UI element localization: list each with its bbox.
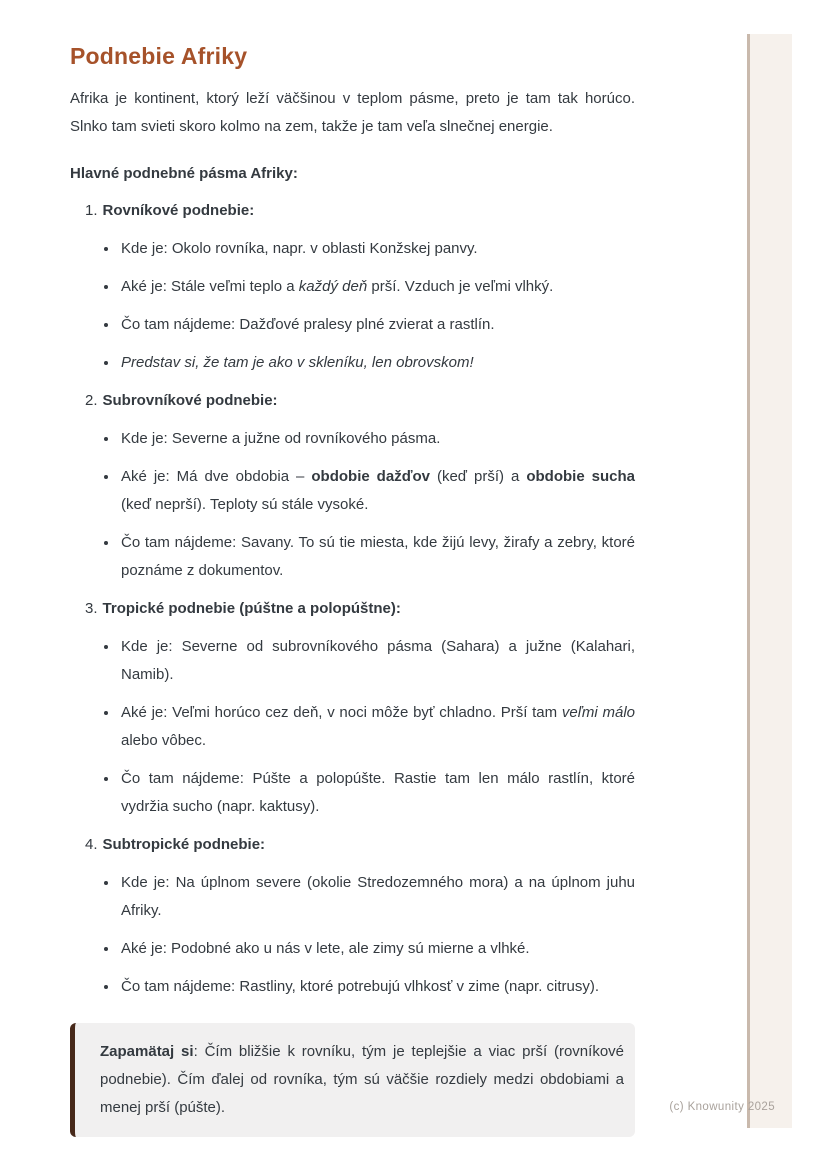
bullet-text: Kde je: Na úplnom severe (okolie Stredozemného mora) a na úplnom juhu Afriky. (121, 874, 635, 919)
bullet-list (70, 235, 635, 377)
bullet-text: (keď prší) a (429, 468, 527, 485)
bullet-item (119, 869, 635, 925)
bullet-text: Kde je: Severne od subrovníkového pásma (Sahara) a južne (Kalahari, Namib). (121, 638, 635, 683)
zone-item-4 (70, 831, 635, 1001)
bullet-item (119, 425, 635, 453)
bullet-item (119, 235, 635, 263)
bullet-list (70, 633, 635, 821)
bullet-item (119, 973, 635, 1001)
bullet-item (119, 529, 635, 585)
callout-label: Zapamätaj si (100, 1043, 194, 1060)
zone-item-1 (70, 197, 635, 377)
zone-heading-label: Tropické podnebie (púštne a polopúštne): (102, 600, 401, 617)
zone-item-3 (70, 595, 635, 821)
bullet-item (119, 699, 635, 755)
callout-box (70, 1023, 635, 1137)
bullet-item (119, 935, 635, 963)
bullet-text: Kde je: Okolo rovníka, napr. v oblasti Konžskej panvy. (121, 240, 478, 257)
intro-paragraph: Afrika je kontinent, ktorý leží väčšinou v teplom pásme, preto je tam tak horúco. Slnko tam svieti skoro kolmo na zem, takže je tam veľa slnečnej energie. (70, 90, 635, 135)
zone-item-2 (70, 387, 635, 585)
zone-heading-label: Subrovníkové podnebie: (102, 392, 278, 409)
zone-heading (70, 595, 635, 623)
bullet-text: (keď neprší). Teploty sú stále vysoké. (121, 496, 369, 513)
bullet-text: Aké je: Stále veľmi teplo a (121, 278, 299, 295)
bullet-text: Aké je: Podobné ako u nás v lete, ale zimy sú mierne a vlhké. (121, 940, 530, 957)
zone-number: 3. (85, 600, 98, 617)
bullet-text: Aké je: Veľmi horúco cez deň, v noci môže byť chladno. Prší tam (121, 704, 562, 721)
bullet-item (119, 273, 635, 301)
bullet-text-italic: veľmi málo (561, 704, 635, 721)
page-edge-stripe (747, 34, 792, 1128)
bullet-text: alebo vôbec. (121, 732, 207, 749)
bullet-item (119, 349, 635, 377)
bullet-text: Čo tam nájdeme: Savany. To sú tie miesta, kde žijú levy, žirafy a zebry, ktoré poznáme z dokumentov. (121, 534, 635, 579)
bullet-text: Čo tam nájdeme: Rastliny, ktoré potrebujú vlhkosť v zime (napr. citrusy). (121, 978, 600, 995)
bullet-text-italic: Predstav si, že tam je ako v skleníku, len obrovskom! (121, 354, 474, 371)
bullet-item (119, 463, 635, 519)
watermark: (c) Knowunity 2025 (669, 1101, 775, 1113)
bullet-item (119, 633, 635, 689)
zone-number: 2. (85, 392, 98, 409)
bullet-text-bold: obdobie dažďov (311, 468, 430, 485)
bullet-list (70, 425, 635, 585)
zone-number: 1. (85, 202, 98, 219)
zone-heading (70, 387, 635, 415)
callout-text: : Čím bližšie k rovníku, tým je teplejšie a viac prší (rovníkové podnebie). Čím ďalej od rovníka, tým sú väčšie rozdiely medzi obdobiami a menej prší (púšte). (100, 1043, 625, 1116)
zone-heading (70, 197, 635, 225)
bullet-text: prší. Vzduch je veľmi vlhký. (367, 278, 554, 295)
bullet-text-bold: obdobie sucha (526, 468, 636, 485)
bullet-text: Čo tam nájdeme: Púšte a polopúšte. Rastie tam len málo rastlín, ktoré vydržia sucho (napr. kaktusy). (121, 770, 635, 815)
bullet-text: Čo tam nájdeme: Dažďové pralesy plné zvierat a rastlín. (121, 316, 495, 333)
section-heading: Hlavné podnebné pásma Afriky: (70, 165, 298, 182)
bullet-text-italic: každý deň (298, 278, 368, 295)
document-content (70, 0, 635, 1137)
zone-number: 4. (85, 836, 98, 853)
bullet-list (70, 869, 635, 1001)
page-title: Podnebie Afriky (70, 43, 248, 69)
bullet-item (119, 765, 635, 821)
bullet-text: Aké je: Má dve obdobia – (121, 468, 312, 485)
bullet-item (119, 311, 635, 339)
zone-heading (70, 831, 635, 859)
zone-heading-label: Subtropické podnebie: (102, 836, 266, 853)
zone-heading-label: Rovníkové podnebie: (102, 202, 255, 219)
bullet-text: Kde je: Severne a južne od rovníkového pásma. (121, 430, 441, 447)
